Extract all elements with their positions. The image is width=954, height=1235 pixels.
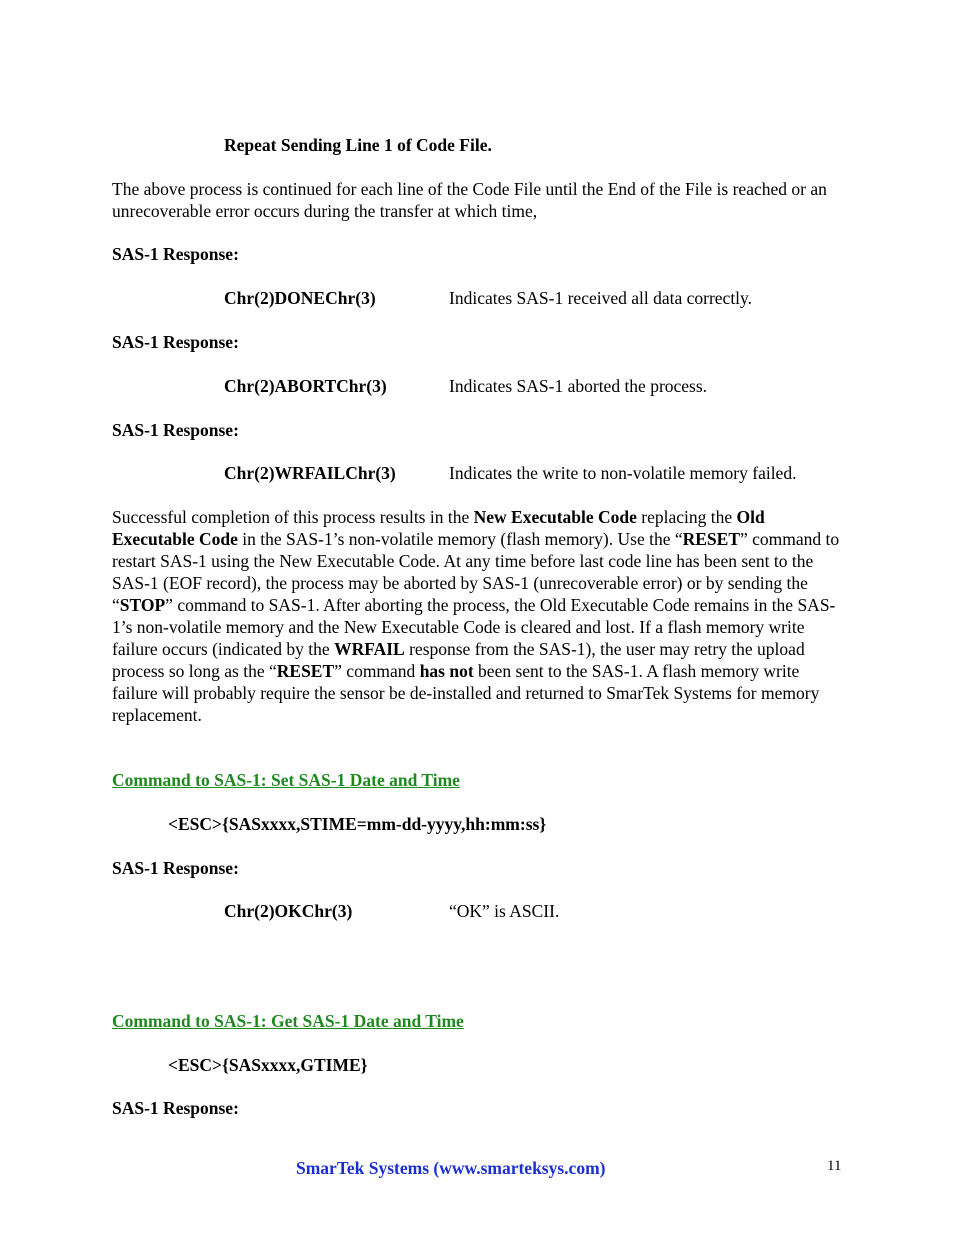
response-label-4: SAS-1 Response: [112,858,239,878]
response-code-abort: Chr(2)ABORTChr(3) [224,376,387,396]
response-code-done: Chr(2)DONEChr(3) [224,288,376,308]
response-label-3: SAS-1 Response: [112,420,239,440]
response-label-2: SAS-1 Response: [112,332,239,352]
get-date-time-heading: Command to SAS-1: Get SAS-1 Date and Time [112,1011,464,1031]
response-desc-wrfail: Indicates the write to non-volatile memory failed. [449,463,797,483]
set-date-time-command: <ESC>{SASxxxx,STIME=mm-dd-yyyy,hh:mm:ss} [168,814,547,834]
response-code-ok: Chr(2)OKChr(3) [224,901,353,921]
response-label-1: SAS-1 Response: [112,244,239,264]
intro-paragraph: The above process is continued for each line of the Code File until the End of the File is reached or an unrecoverable error occurs during the transfer at which time, [112,179,827,221]
response-desc-done: Indicates SAS-1 received all data correctly. [449,288,753,308]
response-label-5: SAS-1 Response: [112,1098,239,1118]
response-code-wrfail: Chr(2)WRFAILChr(3) [224,463,396,483]
repeat-line-instruction: Repeat Sending Line 1 of Code File. [224,135,492,155]
page-number: 11 [827,1158,842,1174]
completion-paragraph: Successful completion of this process results in the New Executable Code replacing the Old Executable Code in the SAS-1’s non-volatile memory (flash memory). Use the “RESET” command to restart SAS-1 using the New Executable Code. At any time before last code line has been sent to the SAS-1 (EOF record), the process may be aborted by SAS-1 (unrecoverable error) or by sending the “STOP” command to SAS-1. After aborting the process, the Old Executable Code remains in the SAS-1’s non-volatile memory and the New Executable Code is cleared and lost. If a flash memory write failure occurs (indicated by the WRFAIL response from the SAS-1), the user may retry the upload process so long as the “RESET” command has not been sent to the SAS-1. A flash memory write failure will probably require the sensor be de-installed and returned to SmarTek Systems for memory replacement. [112,507,840,725]
set-date-time-heading: Command to SAS-1: Set SAS-1 Date and Time [112,770,460,790]
response-desc-ok: “OK” is ASCII. [449,901,560,921]
footer-company: SmarTek Systems (www.smarteksys.com) [296,1158,606,1178]
response-desc-abort: Indicates SAS-1 aborted the process. [449,376,708,396]
get-date-time-command: <ESC>{SASxxxx,GTIME} [168,1055,368,1075]
